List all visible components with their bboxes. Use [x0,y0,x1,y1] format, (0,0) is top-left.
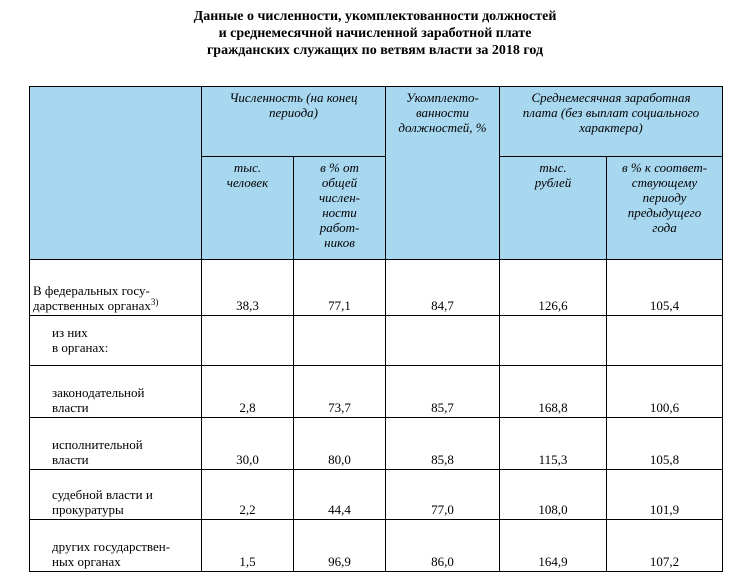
header-corner [30,87,202,260]
cell-pct-prev-year: 100,6 [607,366,723,418]
cell-staffing: 85,7 [386,366,500,418]
row-label-line-2: власти [52,400,89,415]
cell-empty [386,316,500,366]
table-row [30,418,723,470]
cell-thousand-rubles: 164,9 [500,520,607,572]
cell-pct-of-workers: 44,4 [294,470,386,520]
table-row [30,366,723,418]
header-pct-prev-year [607,157,723,260]
row-label-line-1: из них [52,324,88,340]
header-pct-prev-year-text: в % к соответ-ствующему периоду предыдущего года [621,160,708,235]
title-line-2: и среднемесячной начисленной заработной плате [218,26,532,41]
row-label-line-1: исполнительной [52,437,143,452]
row-label-line-1: законодательной [52,385,145,400]
cell-thousand-people: 2,8 [202,366,294,418]
cell-thousand-rubles: 168,8 [500,366,607,418]
table-row [30,260,723,316]
header-headcount-group [202,87,386,157]
cell-pct-of-workers: 80,0 [294,418,386,470]
row-label-line-2: ных органах [52,554,121,569]
row-label [30,418,202,470]
row-label-line-2: прокуратуры [52,502,124,517]
cell-pct-prev-year: 105,8 [607,418,723,470]
cell-thousand-rubles: 126,6 [500,260,607,316]
cell-thousand-people: 2,2 [202,470,294,520]
header-thousand-rubles-text: тыс. рублей [534,160,572,190]
cell-staffing: 86,0 [386,520,500,572]
table-row [30,316,723,366]
cell-pct-prev-year: 101,9 [607,470,723,520]
header-headcount-text: Численность (на конец периода) [229,90,358,120]
header-thousand-people-text: тыс. человек [226,160,269,190]
cell-empty [202,316,294,366]
footnote-mark: 3) [150,297,159,307]
header-staffing [386,87,500,260]
row-label-line-1: В федеральных госу- [33,283,150,298]
cell-pct-prev-year: 107,2 [607,520,723,572]
cell-thousand-rubles: 108,0 [500,470,607,520]
cell-thousand-people: 1,5 [202,520,294,572]
header-thousand-people [202,157,294,260]
cell-pct-prev-year: 105,4 [607,260,723,316]
table-row [30,520,723,572]
cell-empty [294,316,386,366]
header-thousand-rubles [500,157,607,260]
row-label-line-2: власти [52,452,89,467]
cell-thousand-rubles: 115,3 [500,418,607,470]
title-line-1: Данные о численности, укомплектованности должностей [193,9,557,24]
row-label [30,366,202,418]
header-salary-group [500,87,723,157]
cell-staffing: 85,8 [386,418,500,470]
cell-staffing: 84,7 [386,260,500,316]
row-label [30,470,202,520]
data-table [29,86,723,572]
cell-thousand-people: 38,3 [202,260,294,316]
cell-thousand-people: 30,0 [202,418,294,470]
cell-pct-of-workers: 96,9 [294,520,386,572]
table-row [30,470,723,520]
row-label [30,316,202,366]
header-staffing-text: Укомплекто-ванности должностей, % [398,90,487,135]
row-label-line-2: в органах: [52,339,109,355]
cell-pct-of-workers: 73,7 [294,366,386,418]
cell-empty [607,316,723,366]
header-pct-of-workers-text: в % от общей числен-ности работ-ников [318,160,360,250]
row-label [30,260,202,316]
header-pct-of-workers [294,157,386,260]
cell-pct-of-workers: 77,1 [294,260,386,316]
row-label-line-1: судебной власти и [52,487,153,502]
cell-staffing: 77,0 [386,470,500,520]
header-salary-text: Среднемесячная заработная плата (без выплат социального характера) [522,90,700,135]
row-label [30,520,202,572]
row-label-line-2: дарственных органах [33,298,151,313]
cell-empty [500,316,607,366]
title-line-3: гражданских служащих по ветвям власти за 2018 год [206,43,544,58]
row-label-line-1: других государствен- [52,539,171,554]
page-title [0,8,750,59]
